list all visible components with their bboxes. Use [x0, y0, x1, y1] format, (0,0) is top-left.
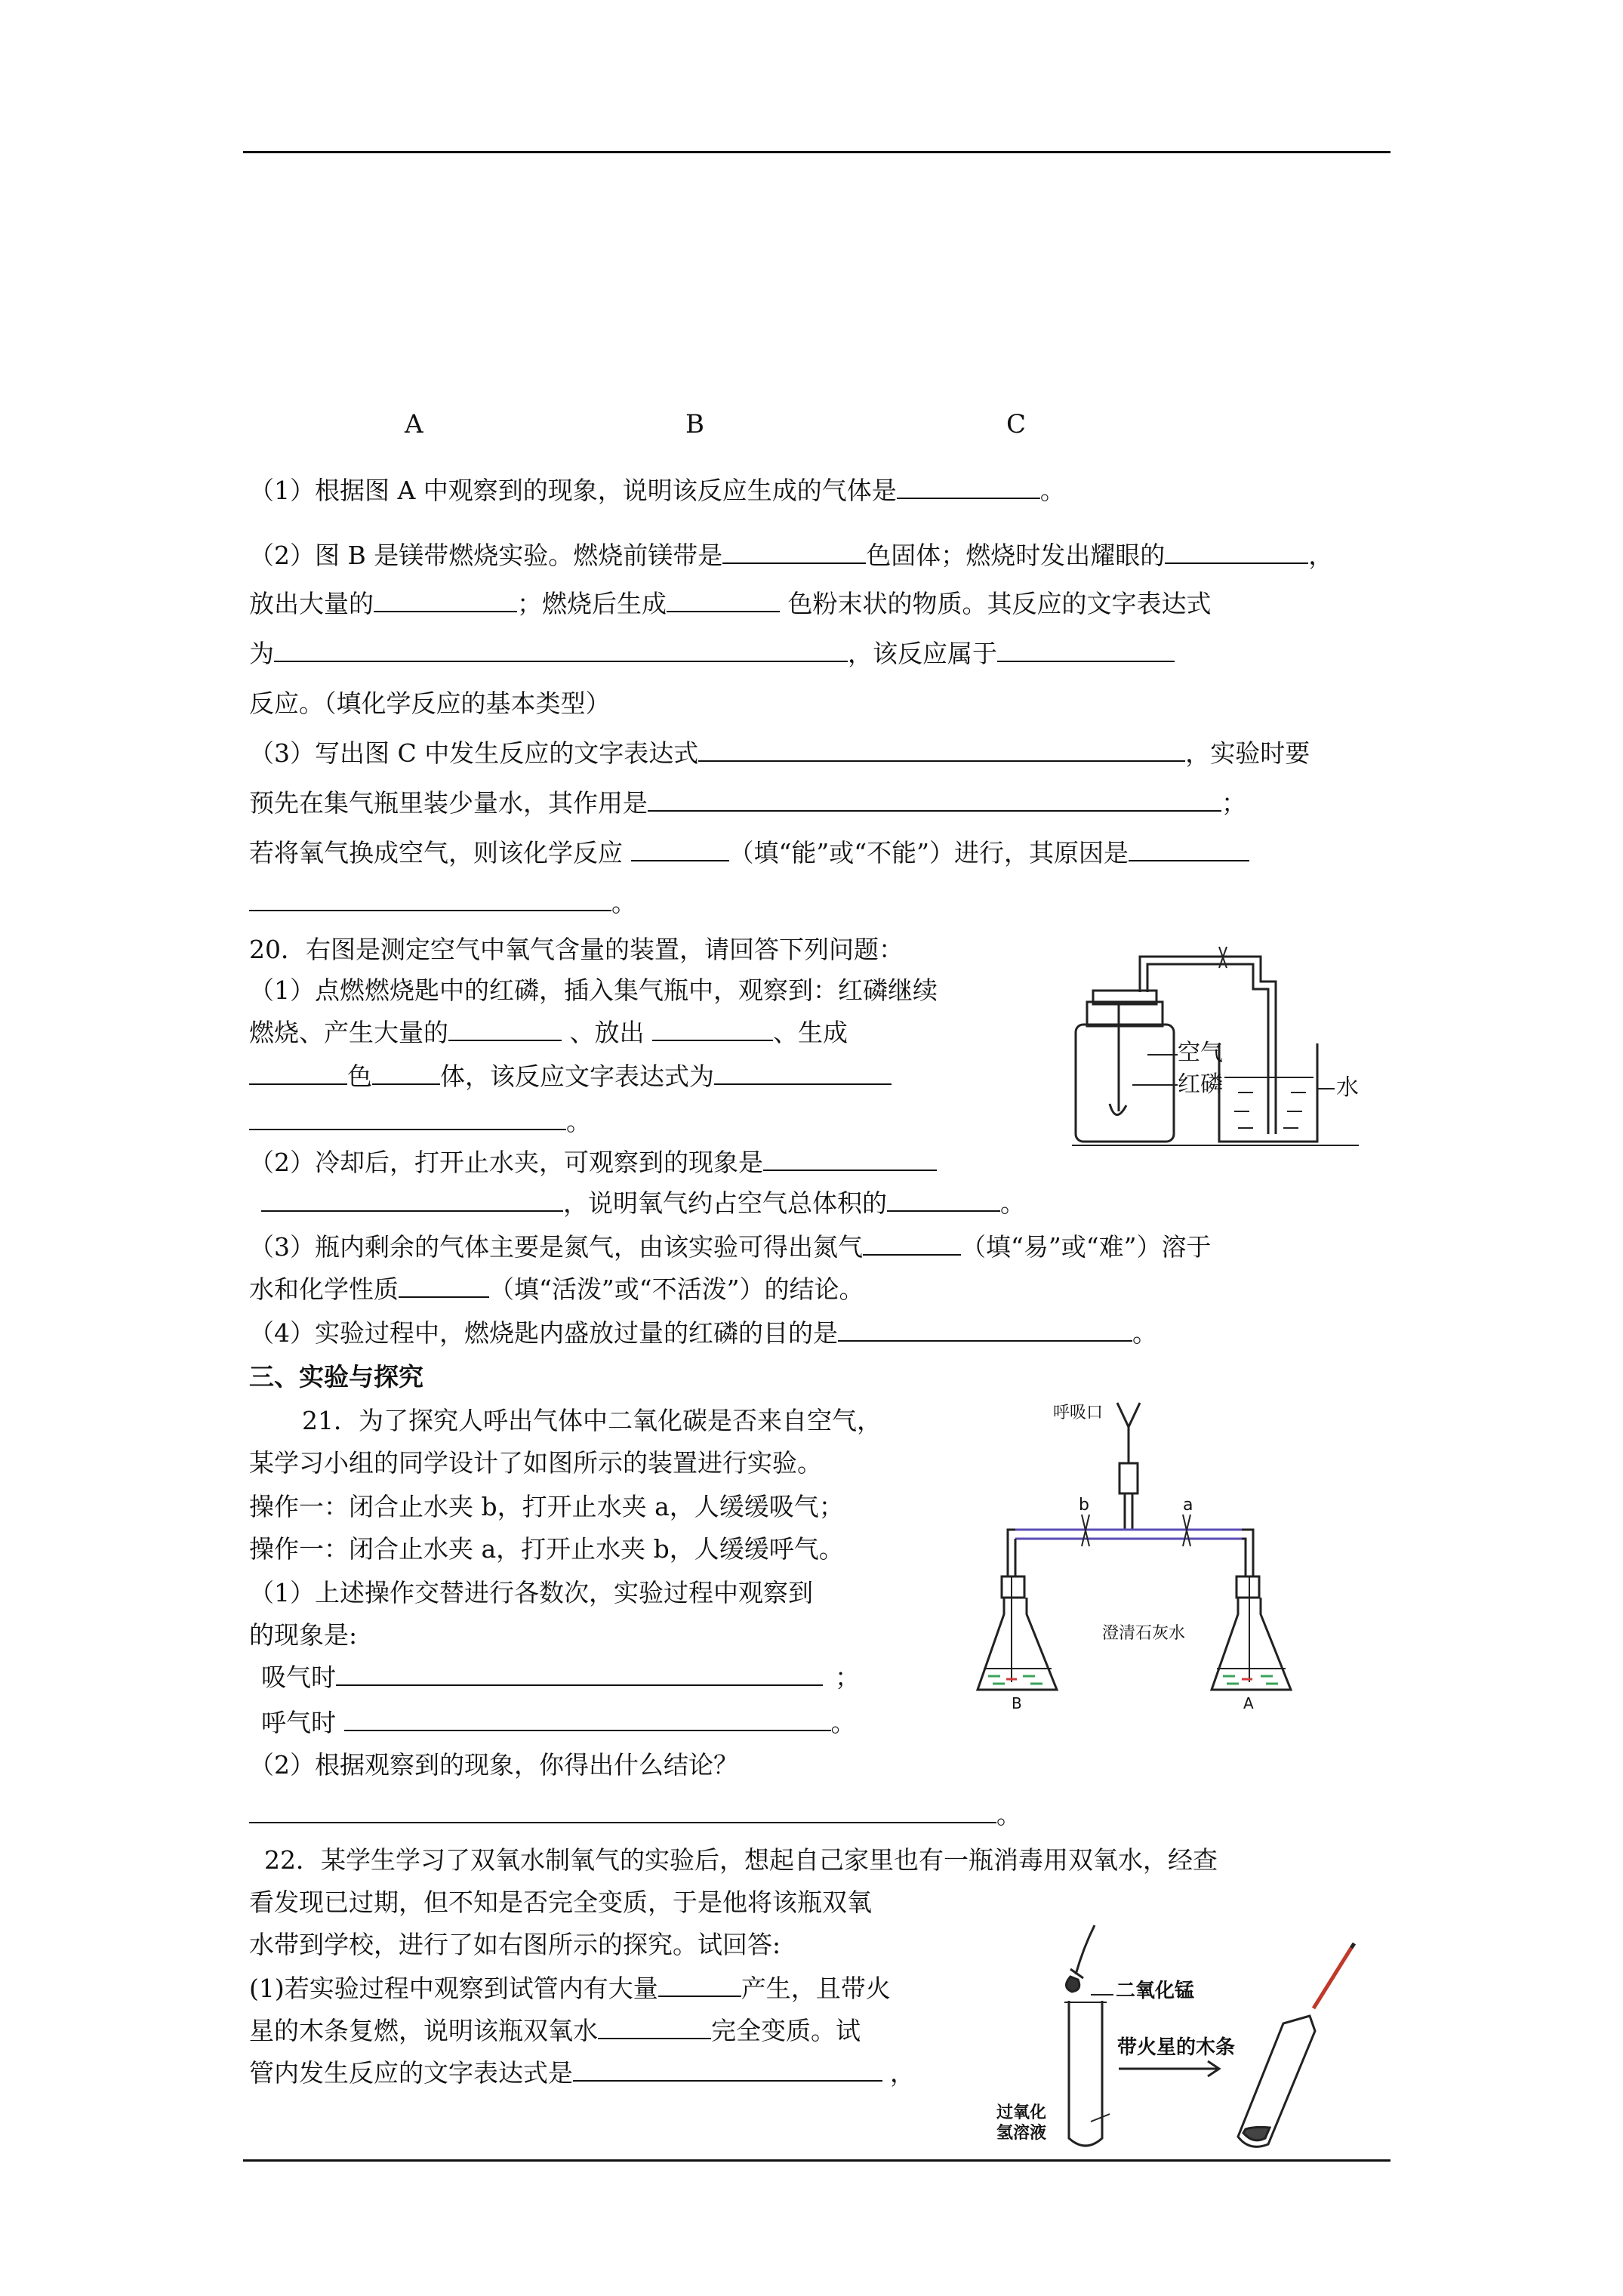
q20-part3-line1: （3）瓶内剩余的气体主要是氮气，由该实验可得出氮气 （填“易”或“难”）溶于 — [249, 1232, 1212, 1262]
answer-blank[interactable] — [631, 837, 729, 861]
q19-part2-line4: 反应。（填化学反应的基本类型） — [249, 689, 611, 718]
answer-blank[interactable] — [261, 1188, 563, 1212]
answer-blank[interactable] — [249, 1106, 566, 1130]
label-peroxide-2: 氢溶液 — [996, 2124, 1047, 2143]
q22-line6: 管内发生反应的文字表达式是 ， — [249, 2058, 915, 2088]
q22-line5: 星的木条复燃，说明该瓶双氧水 完全变质。试 — [249, 2016, 861, 2045]
footer-rule — [243, 2159, 1390, 2162]
q20-part2-line1: （2）冷却后，打开止水夹，可观察到的现象是 — [249, 1146, 937, 1179]
q20-part1-line1: （1）点燃燃烧匙中的红磷，插入集气瓶中，观察到：红磷继续 — [249, 975, 938, 1005]
answer-blank[interactable] — [722, 540, 866, 564]
q22-line1: 22．某学生学习了双氧水制氧气的实验后，想起自己家里也有一瓶消毒用双氧水，经查 — [264, 1845, 1218, 1875]
label-flask-b: B — [1012, 1694, 1022, 1712]
answer-blank[interactable] — [763, 1147, 937, 1171]
q20-part1-line3: 色 体，该反应文字表达式为 — [249, 1060, 892, 1093]
breathing-apparatus-figure — [970, 1388, 1317, 1712]
q22-line2: 看发现已过期，但不知是否完全变质，于是他将该瓶双氧 — [249, 1888, 872, 1917]
q20-part3-line2: 水和化学性质 （填“活泼”或“不活泼”）的结论。 — [249, 1274, 864, 1304]
q21-exhale: 呼气时 。 — [261, 1708, 856, 1737]
answer-blank[interactable] — [249, 887, 611, 911]
label-clip-a: a — [1183, 1496, 1193, 1515]
label-limewater: 澄清石灰水 — [1102, 1624, 1186, 1643]
q22-line3: 水带到学校，进行了如右图所示的探究。试回答: — [249, 1930, 781, 1959]
answer-blank[interactable] — [344, 1707, 831, 1731]
answer-blank[interactable] — [336, 1662, 823, 1686]
answer-blank[interactable] — [374, 588, 517, 612]
q19-part2-line3: 为 ，该反应属于 — [249, 637, 1175, 670]
q22-line4: (1)若实验过程中观察到试管内有大量 产生，且带火 — [249, 1974, 891, 2003]
answer-blank[interactable] — [698, 738, 1185, 762]
answer-blank[interactable] — [714, 1061, 892, 1085]
q19-part1: （1）根据图 A 中观察到的现象，说明该反应生成的气体是 。 — [249, 476, 1065, 505]
q21-line5: （1）上述操作交替进行各数次，实验过程中观察到 — [249, 1578, 813, 1607]
answer-blank[interactable] — [897, 475, 1040, 499]
q19-part3-line3: 若将氧气换成空气，则该化学反应 （填“能”或“不能”）进行，其原因是 — [249, 837, 1249, 870]
label-water: 水 — [1336, 1074, 1359, 1101]
figure-label-c: C — [1006, 409, 1027, 439]
answer-blank[interactable] — [1165, 540, 1308, 564]
q21-line3: 操作一：闭合止水夹 b，打开止水夹 a，人缓缓吸气； — [249, 1492, 844, 1521]
answer-blank[interactable] — [1129, 837, 1249, 861]
q21-inhale: 吸气时 ； — [261, 1663, 860, 1692]
answer-blank[interactable] — [887, 1188, 1000, 1212]
label-flask-a: A — [1243, 1694, 1254, 1712]
q20-intro: 20．右图是测定空气中氧气含量的装置，请回答下列问题： — [249, 935, 904, 964]
hydrogen-peroxide-test-figure — [989, 1918, 1397, 2159]
label-mouthpiece: 呼吸口 — [1053, 1404, 1104, 1422]
label-peroxide-1: 过氧化 — [996, 2103, 1047, 2122]
q21-line10: 。 — [249, 1798, 1021, 1832]
q21-line9: （2）根据观察到的现象，你得出什么结论？ — [249, 1750, 738, 1780]
q21-line1: 21．为了探究人呼出气体中二氧化碳是否来自空气， — [302, 1406, 882, 1435]
answer-blank[interactable] — [838, 1318, 1132, 1342]
q19-part3-line2: 预先在集气瓶里装少量水，其作用是 ； — [249, 788, 1246, 818]
answer-blank[interactable] — [249, 1061, 347, 1085]
q20-part2-line2: ，说明氧气约占空气总体积的 。 — [249, 1187, 1025, 1220]
answer-blank[interactable] — [648, 787, 1221, 812]
header-rule — [243, 151, 1390, 153]
q19-part2-line1: （2）图 B 是镁带燃烧实验。燃烧前镁带是 色固体；燃烧时发出耀眼的 ， — [249, 541, 1334, 570]
answer-blank[interactable] — [997, 638, 1175, 662]
label-phosphorus: 红磷 — [1178, 1071, 1223, 1098]
answer-blank[interactable] — [399, 1274, 489, 1298]
q21-line4: 操作一：闭合止水夹 a，打开止水夹 b，人缓缓呼气。 — [249, 1534, 844, 1564]
label-air: 空气 — [1178, 1040, 1223, 1066]
label-clip-b: b — [1079, 1496, 1089, 1515]
answer-blank[interactable] — [667, 588, 780, 612]
section-heading: 三、实验与探究 — [249, 1362, 423, 1391]
label-mno2: 二氧化锰 — [1116, 1980, 1195, 2002]
q19-part3-line4: 。 — [249, 886, 636, 920]
oxygen-measurement-apparatus-figure — [1057, 930, 1374, 1149]
q20-part1-line2: 燃烧、产生大量的 、放出 、生成 — [249, 1018, 848, 1047]
q19-part2-line2: 放出大量的 ；燃烧后生成 色粉末状的物质。其反应的文字表达式 — [249, 589, 1212, 618]
label-glowing-stick: 带火星的木条 — [1117, 2036, 1236, 2059]
answer-blank[interactable] — [652, 1017, 773, 1041]
answer-blank[interactable] — [573, 2057, 882, 2082]
answer-blank[interactable] — [863, 1231, 961, 1256]
figure-label-a: A — [405, 409, 423, 439]
answer-blank[interactable] — [274, 638, 848, 662]
answer-blank[interactable] — [372, 1061, 440, 1085]
q20-part1-line4: 。 — [249, 1105, 591, 1139]
q21-line2: 某学习小组的同学设计了如图所示的装置进行实验。 — [249, 1448, 822, 1478]
q21-line6: 的现象是: — [249, 1620, 358, 1650]
q19-part3-line1: （3）写出图 C 中发生反应的文字表达式 ，实验时要 — [249, 738, 1310, 768]
figure-label-b: B — [685, 409, 704, 439]
q20-part4: （4）实验过程中，燃烧匙内盛放过量的红磷的目的是 。 — [249, 1318, 1157, 1348]
answer-blank[interactable] — [598, 2015, 711, 2039]
answer-blank[interactable] — [658, 1973, 741, 1997]
answer-blank[interactable] — [448, 1017, 562, 1041]
answer-blank[interactable] — [249, 1799, 996, 1823]
